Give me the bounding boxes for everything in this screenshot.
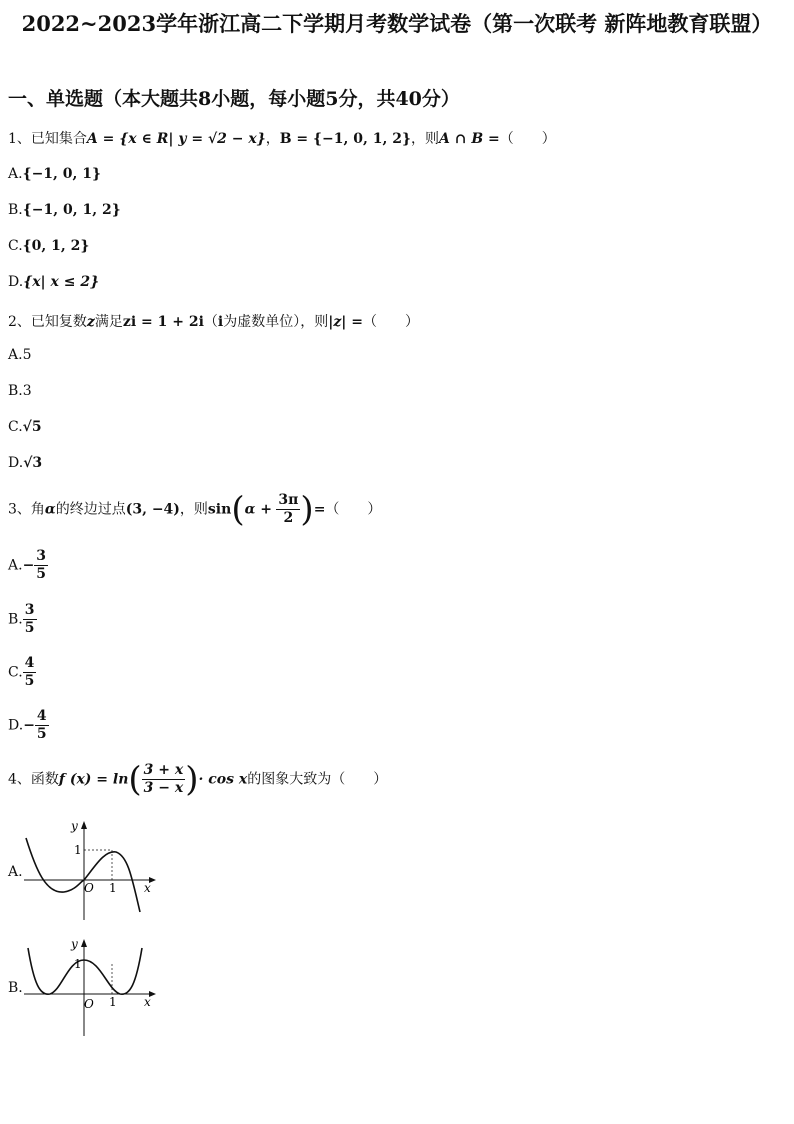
option-letter: D. [8, 717, 24, 734]
q3-then: ，则 [179, 501, 208, 518]
option-text: {x| x ≤ 2} [23, 274, 100, 290]
q1-suffix: ，则 [410, 131, 439, 147]
q1-option-c [8, 238, 89, 254]
function-curve [26, 838, 140, 912]
q2-var: z [86, 314, 95, 330]
left-paren: ( [128, 759, 142, 800]
q1-set-b: B = {−1, 0, 1, 2} [279, 131, 411, 147]
q3-eq: = [313, 501, 326, 518]
q4-suffix: 的图象大致为（ ） [247, 771, 388, 788]
question-3 [8, 489, 382, 530]
q1-prefix: 1、已知集合 [8, 131, 87, 147]
y-label: y [71, 819, 78, 833]
option-letter: A. [8, 557, 23, 574]
q2-option-b [8, 383, 32, 399]
fraction-denominator: 5 [24, 620, 35, 636]
y-tick-one: 1 [74, 843, 82, 857]
fraction-denominator: 2 [283, 510, 294, 526]
q1-option-d [8, 274, 99, 290]
q3-option-b [8, 602, 37, 637]
option-text: √3 [23, 455, 43, 471]
option-letter: B. [8, 202, 23, 218]
q3-option-c [8, 655, 36, 690]
y-label: y [71, 937, 78, 951]
option-text: {−1, 0, 1, 2} [22, 202, 121, 218]
option-text: {0, 1, 2} [22, 238, 90, 254]
right-paren: ) [185, 759, 199, 800]
q2-middle: 满足 [94, 314, 123, 330]
fraction-numerator: 3 [24, 602, 35, 618]
option-fraction [23, 602, 37, 637]
q4-option-b-letter: B. [8, 980, 23, 996]
q4-function: f (x) = ln [58, 771, 129, 788]
option-letter: D. [8, 274, 24, 290]
option-letter: B. [8, 611, 23, 628]
q3-option-d [8, 708, 49, 743]
y-axis-arrow [81, 821, 87, 829]
x-tick-one: 1 [109, 881, 117, 895]
x-tick-one: 1 [109, 995, 117, 1009]
origin-label: O [84, 881, 94, 895]
fraction-denominator: 5 [24, 673, 35, 689]
graph-a [24, 818, 160, 922]
question-4 [8, 759, 388, 800]
option-letter: B. [8, 383, 23, 399]
graph-b [24, 934, 160, 1038]
section-heading: 一、单选题（本大题共8小题，每小题5分，共40分） [8, 88, 460, 110]
q1-option-a [8, 166, 101, 182]
x-label: x [144, 995, 151, 1009]
q2-option-a [8, 347, 31, 363]
q4-option-a-letter: A. [8, 864, 23, 880]
q2-paren-text: 为虚数单位），则 [223, 314, 329, 330]
right-paren: ) [300, 489, 314, 530]
origin-label: O [84, 997, 94, 1011]
y-tick-one: 1 [74, 957, 82, 971]
y-axis-arrow [81, 939, 87, 947]
q2-i: i [217, 314, 224, 330]
option-letter: C. [8, 419, 23, 435]
option-letter: A. [8, 347, 23, 363]
q3-fraction [276, 492, 300, 527]
q2-prefix: 2、已知复数 [8, 314, 87, 330]
question-2 [8, 311, 419, 331]
question-1 [8, 128, 556, 148]
q1-mid: ， [265, 131, 280, 147]
function-curve [28, 948, 142, 994]
option-text: 3 [22, 383, 32, 399]
q2-end: （ ） [362, 314, 419, 330]
q3-prefix: 3、角 [8, 501, 45, 518]
q3-end: （ ） [325, 501, 382, 518]
q3-middle: 的终边过点 [55, 501, 126, 518]
q3-sin: sin [207, 501, 232, 518]
x-label: x [144, 881, 151, 895]
q4-fraction [142, 762, 186, 797]
q1-option-b [8, 202, 121, 218]
q1-intersection: A ∩ B = [438, 131, 500, 147]
q1-set-a: A = {x ∈ R| y = √2 − x} [86, 131, 266, 147]
fraction-numerator: 4 [24, 655, 35, 671]
page-title: 2022~2023学年浙江高二下学期月考数学试卷（第一次联考 新阵地教育联盟） [21, 11, 773, 36]
fraction-numerator: 3 + x [143, 762, 184, 778]
q4-prefix: 4、函数 [8, 771, 59, 788]
q3-point: (3, −4) [125, 501, 180, 518]
left-paren: ( [231, 489, 245, 530]
option-sign: − [22, 557, 35, 574]
option-letter: C. [8, 238, 23, 254]
q2-option-d [8, 455, 42, 471]
fraction-denominator: 5 [36, 726, 47, 742]
option-letter: D. [8, 455, 24, 471]
q2-paren: （ [203, 314, 218, 330]
q3-option-a [8, 548, 48, 583]
option-text: √5 [22, 419, 42, 435]
fraction-numerator: 3 [36, 548, 47, 564]
option-letter: A. [8, 166, 23, 182]
fraction-numerator: 4 [36, 708, 47, 724]
fraction-denominator: 5 [36, 566, 47, 582]
option-fraction [23, 655, 37, 690]
q2-equation: zi = 1 + 2i [122, 314, 204, 330]
q1-end: （ ） [499, 131, 556, 147]
option-sign: − [23, 717, 35, 734]
q3-inner: α + [244, 501, 272, 518]
option-fraction [34, 548, 48, 583]
q2-option-c [8, 419, 42, 435]
option-text: {−1, 0, 1} [22, 166, 102, 182]
fraction-numerator: 3π [278, 492, 299, 508]
q2-abs: |z| = [328, 314, 363, 330]
option-text: 5 [22, 347, 32, 363]
fraction-denominator: 3 − x [143, 780, 184, 796]
option-letter: C. [8, 664, 23, 681]
q3-alpha: α [44, 501, 56, 518]
option-fraction [35, 708, 49, 743]
q4-cos: · cos x [198, 771, 248, 788]
